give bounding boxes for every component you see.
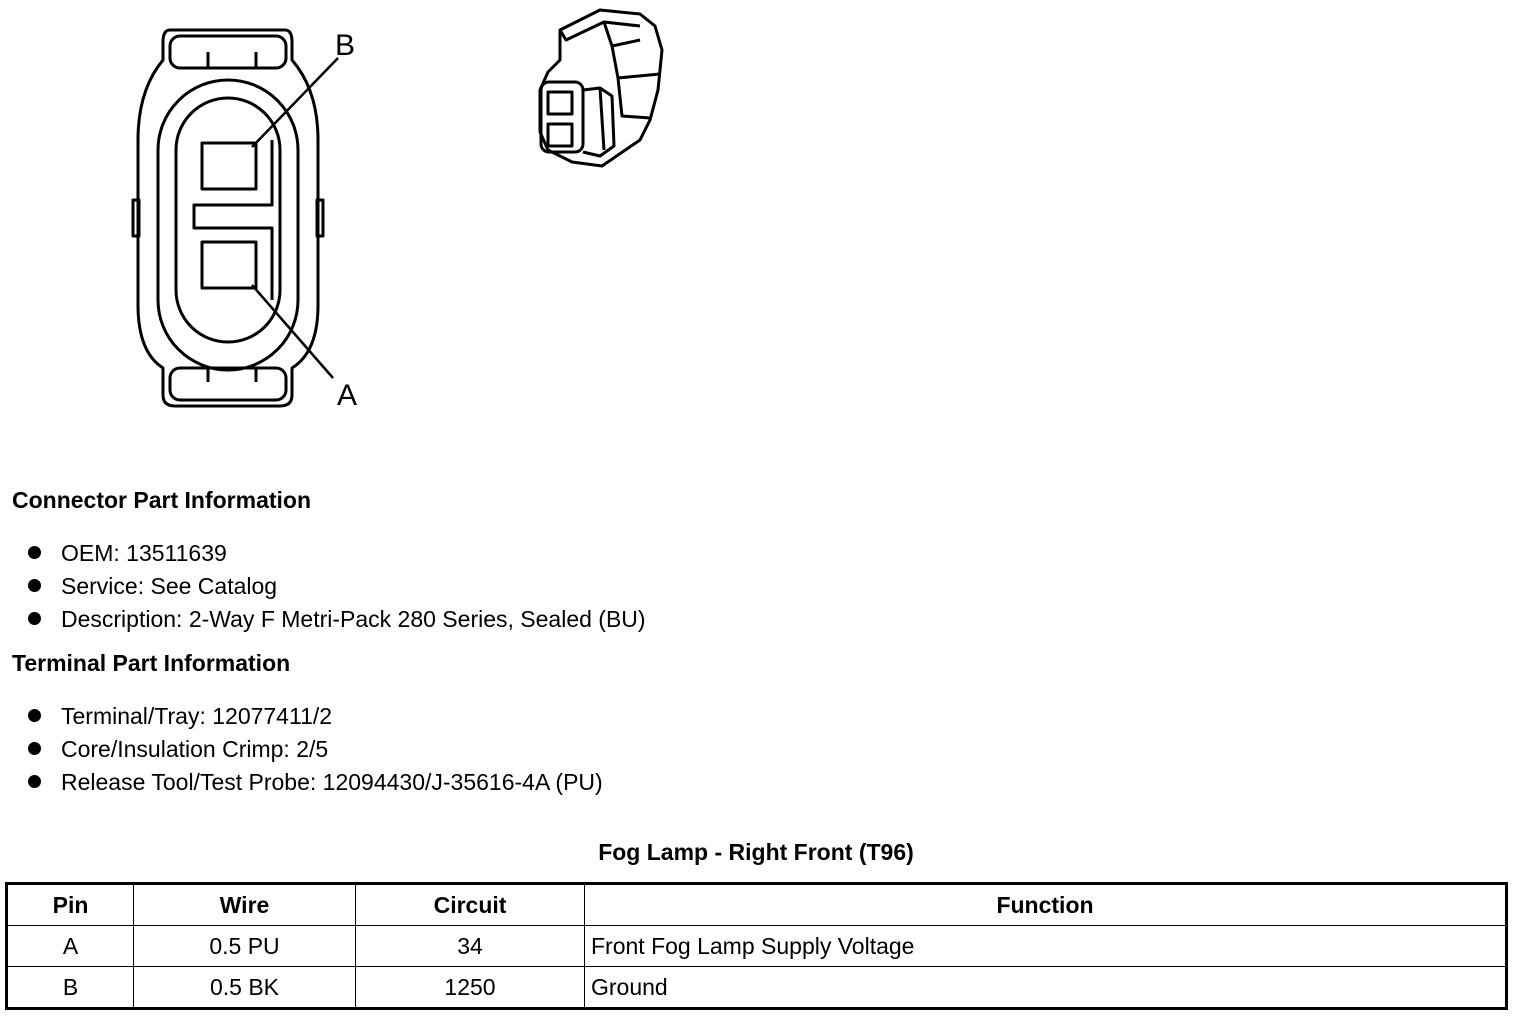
list-item: [28, 603, 646, 636]
cavity-b: [202, 143, 256, 189]
bullet-icon: [28, 579, 41, 592]
cavity-a: [202, 242, 256, 288]
seal-ring-outer: [158, 80, 298, 370]
connector-service: Service: See Catalog: [61, 573, 278, 599]
terminal-info-heading: Terminal Part Information: [12, 650, 291, 676]
list-item: [28, 700, 603, 733]
terminal-tray: Terminal/Tray: 12077411/2: [61, 703, 333, 729]
column-header-wire: Wire: [134, 884, 356, 926]
cell-pin: A: [7, 926, 134, 967]
connector-info-heading: Connector Part Information: [12, 487, 312, 513]
connector-housing: [138, 30, 318, 406]
top-latch: [170, 36, 286, 68]
connector-isometric-view: [540, 10, 662, 166]
pin-label-b: B: [335, 29, 356, 62]
cell-wire: 0.5 PU: [134, 926, 356, 967]
cell-function: Front Fog Lamp Supply Voltage: [585, 926, 1507, 967]
bullet-icon: [28, 775, 41, 788]
list-item: [28, 733, 603, 766]
bullet-icon: [28, 546, 41, 559]
cell-function: Ground: [585, 967, 1507, 1009]
connector-description: Description: 2-Way F Metri-Pack 280 Series, Sealed (BU): [61, 606, 646, 632]
cell-pin: B: [7, 967, 134, 1009]
pin-table-title: Fog Lamp - Right Front (T96): [598, 839, 914, 865]
bullet-icon: [28, 612, 41, 625]
bullet-icon: [28, 742, 41, 755]
polarization-key: [194, 140, 272, 300]
pin-label-a: A: [337, 379, 358, 412]
pin-table: [5, 882, 1508, 1010]
bottom-latch: [170, 368, 286, 400]
list-item: [28, 570, 646, 603]
core-insulation-crimp: Core/Insulation Crimp: 2/5: [61, 736, 329, 762]
terminal-info-list: [28, 700, 603, 799]
column-header-function: Function: [585, 884, 1507, 926]
cell-circuit: 1250: [356, 967, 585, 1009]
table-header-row: [7, 884, 1507, 926]
list-item: [28, 537, 646, 570]
column-header-circuit: Circuit: [356, 884, 585, 926]
cell-circuit: 34: [356, 926, 585, 967]
table-row: [7, 967, 1507, 1009]
connector-info-list: [28, 537, 646, 636]
column-header-pin: Pin: [7, 884, 134, 926]
table-row: [7, 926, 1507, 967]
cell-wire: 0.5 BK: [134, 967, 356, 1009]
release-tool-test-probe: Release Tool/Test Probe: 12094430/J-35616-4A (PU): [61, 769, 603, 795]
connector-diagram: [0, 0, 700, 420]
list-item: [28, 766, 603, 799]
connector-oem: OEM: 13511639: [61, 540, 227, 566]
bullet-icon: [28, 709, 41, 722]
leader-line-a: [252, 285, 333, 378]
